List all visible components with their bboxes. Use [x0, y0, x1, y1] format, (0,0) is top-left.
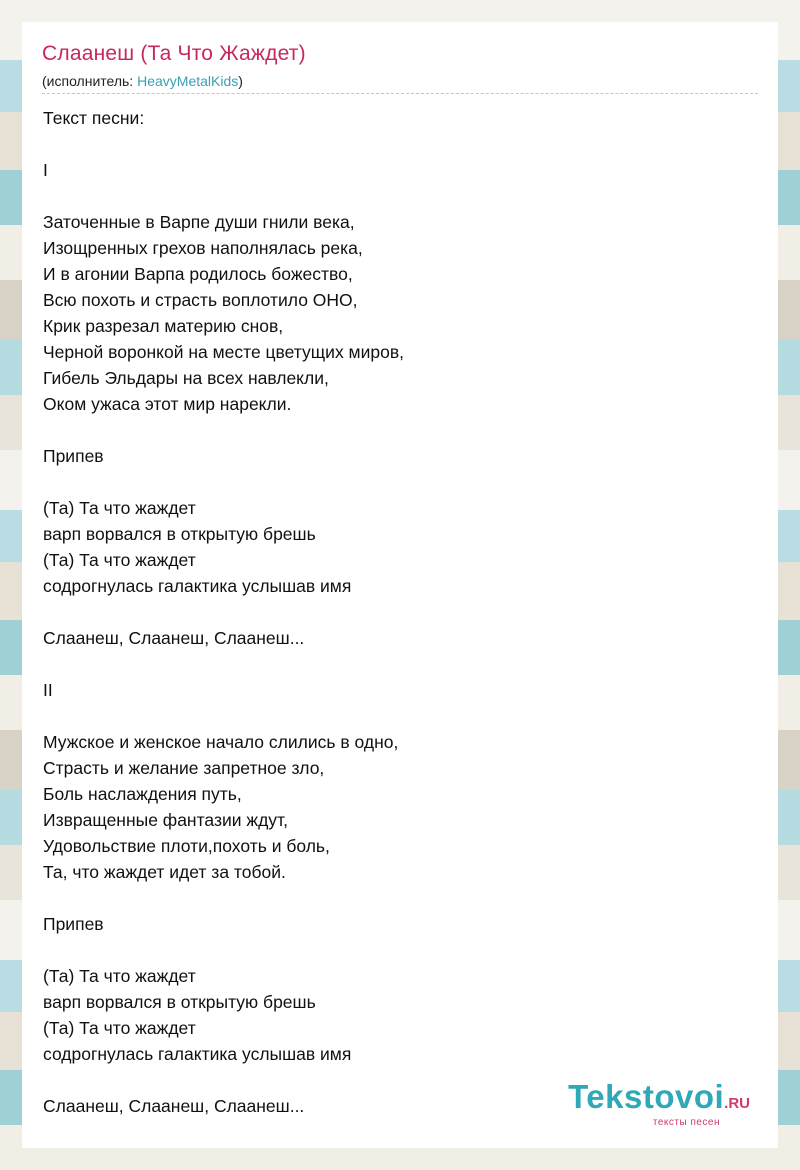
lyric-line: Страсть и желание запретное зло, — [43, 758, 325, 778]
logo-wordmark — [568, 1080, 750, 1121]
lyrics-sheet — [22, 22, 778, 1148]
lyric-line: варп ворвался в открытую брешь — [43, 992, 316, 1012]
lyric-line: Черной воронкой на месте цветущих миров, — [43, 342, 404, 362]
lyric-line — [43, 599, 743, 625]
lyrics-body — [43, 105, 743, 1119]
lyric-line: И в агонии Варпа родилось божество, — [43, 264, 353, 284]
lyric-line — [43, 885, 743, 911]
lyric-line: Текст песни: — [43, 108, 145, 128]
performer-suffix: ) — [238, 73, 243, 89]
performer-prefix: (исполнитель: — [42, 73, 138, 89]
lyric-line — [43, 651, 743, 677]
lyric-line: Извращенные фантазии ждут, — [43, 810, 288, 830]
lyric-line — [43, 183, 743, 209]
lyric-line: Крик разрезал материю снов, — [43, 316, 284, 336]
lyric-line — [43, 417, 743, 443]
lyric-line: Припев — [43, 914, 104, 934]
performer-line — [42, 73, 243, 89]
lyric-line — [43, 937, 743, 963]
lyric-line: Боль наслаждения путь, — [43, 784, 242, 804]
artist-link[interactable]: HeavyMetalKids — [137, 73, 239, 89]
lyric-line: варп ворвался в открытую брешь — [43, 524, 316, 544]
lyric-line: (Та) Та что жаждет — [43, 498, 196, 518]
lyric-line: Мужское и женское начало слились в одно, — [43, 732, 399, 752]
logo-name: Tekstovoi — [568, 1078, 725, 1115]
site-logo[interactable] — [568, 1080, 750, 1128]
lyric-line: содрогнулась галактика услышав имя — [43, 576, 352, 596]
logo-tagline: тексты песен — [652, 1117, 720, 1128]
lyric-line: содрогнулась галактика услышав имя — [43, 1044, 352, 1064]
header-divider — [42, 93, 758, 94]
lyric-line: Слаанеш, Слаанеш, Слаанеш... — [43, 628, 305, 648]
lyric-line: Слаанеш, Слаанеш, Слаанеш... — [43, 1096, 305, 1116]
logo-tld: .RU — [724, 1095, 750, 1112]
lyric-line: I — [43, 160, 48, 180]
lyric-line: Припев — [43, 446, 104, 466]
lyric-line: Заточенные в Варпе души гнили века, — [43, 212, 355, 232]
lyric-line: Гибель Эльдары на всех навлекли, — [43, 368, 329, 388]
lyric-line — [43, 469, 743, 495]
lyric-line: II — [43, 680, 53, 700]
lyric-line: Изощренных грехов наполнялась река, — [43, 238, 363, 258]
lyric-line: Удовольствие плоти,похоть и боль, — [43, 836, 330, 856]
lyric-line: (Та) Та что жаждет — [43, 550, 196, 570]
lyric-line: (Та) Та что жаждет — [43, 966, 196, 986]
lyric-line — [43, 131, 743, 157]
song-title: Слаанеш (Та Что Жаждет) — [42, 42, 306, 65]
lyric-line: Всю похоть и страсть воплотило ОНО, — [43, 290, 358, 310]
lyric-line: (Та) Та что жаждет — [43, 1018, 196, 1038]
lyric-line: Оком ужаса этот мир нарекли. — [43, 394, 292, 414]
lyric-line: Та, что жаждет идет за тобой. — [43, 862, 286, 882]
lyric-line — [43, 703, 743, 729]
